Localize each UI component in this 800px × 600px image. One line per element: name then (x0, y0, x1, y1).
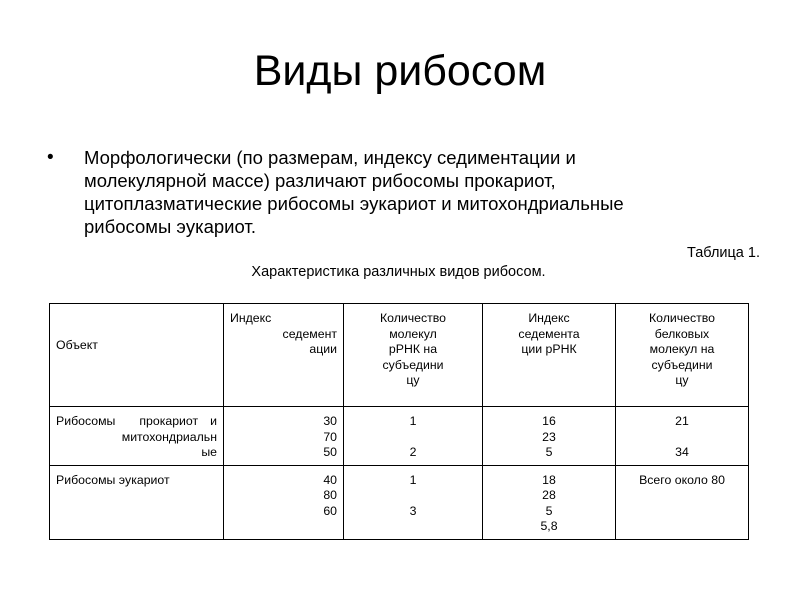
cell-line: Рибосомы прокариот и (56, 414, 217, 428)
header-cell-rrna-molecules (344, 304, 483, 407)
cell-rrna-molecules (344, 407, 483, 466)
cell-line: 40 (323, 472, 337, 487)
cell-line: 1 (409, 414, 417, 428)
header-line: Количество (648, 311, 716, 325)
header-line: Количество (379, 311, 447, 325)
cell-line: 60 (323, 503, 337, 518)
cell-object (50, 407, 224, 466)
cell-line: митохондриальн (121, 429, 217, 444)
cell-line: 3 (409, 503, 417, 518)
cell-protein-molecules (616, 465, 749, 539)
table-row (50, 407, 749, 466)
cell-line: 50 (323, 445, 337, 459)
cell-line: Всего около 80 (639, 472, 725, 487)
cell-line: Рибосомы эукариот (56, 472, 170, 487)
ribosome-characteristics-table (49, 303, 749, 540)
header-cell-protein-molecules (616, 304, 749, 407)
bullet-item-text: Морфологически (по размерам, индексу седиментации и молекулярной массе) различают рибосомы прокариот, цитоплазматические рибосомы эукариот и митохондриальные рибосомы эукариот. (84, 147, 624, 237)
page-title: Виды рибосом (253, 47, 547, 95)
cell-line: 28 (542, 488, 556, 502)
cell-line: 2 (409, 445, 417, 459)
header-line: цу (406, 373, 420, 387)
cell-line: 80 (323, 488, 337, 502)
header-line: белковых (654, 326, 710, 341)
cell-line: 5 (545, 503, 553, 518)
cell-line: 30 (323, 414, 337, 428)
cell-line-blank (350, 488, 476, 504)
header-object-label: Объект (56, 338, 98, 352)
header-line: молекул на (649, 342, 715, 356)
cell-line: 34 (675, 445, 689, 459)
table-caption: Характеристика различных видов рибосом. (251, 264, 546, 280)
table-header-row (50, 304, 749, 407)
header-line: ации (309, 342, 337, 356)
header-line: ции рРНК (521, 342, 577, 356)
header-line: седемента (518, 326, 580, 341)
header-line: Индекс (528, 311, 570, 325)
header-cell-object (50, 304, 224, 407)
cell-line: ые (201, 445, 217, 459)
cell-line: 21 (675, 414, 689, 428)
cell-rrna-sedimentation-index (483, 407, 616, 466)
cell-line-blank (350, 430, 476, 446)
cell-line: 70 (323, 429, 337, 444)
cell-line: 18 (542, 472, 556, 487)
bullet-marker-icon: • (47, 147, 54, 168)
cell-object (50, 465, 224, 539)
cell-line: 1 (409, 472, 417, 487)
table-row (50, 465, 749, 539)
cell-line: 16 (542, 414, 556, 428)
header-line: цу (675, 373, 689, 387)
header-cell-sedimentation-index (224, 304, 344, 407)
header-line: Индекс (230, 311, 272, 325)
table-number-label: Таблица 1. (687, 245, 760, 261)
header-line: рРНК на (388, 342, 438, 356)
cell-protein-molecules (616, 407, 749, 466)
header-line: субъедини (382, 357, 444, 372)
cell-line: 5 (545, 445, 553, 459)
cell-line: 5,8 (540, 519, 558, 533)
cell-line: 23 (542, 429, 556, 444)
header-line: субъедини (651, 357, 713, 372)
header-line: седемент (282, 326, 337, 341)
cell-rrna-molecules (344, 465, 483, 539)
header-cell-rrna-sedimentation-index (483, 304, 616, 407)
header-line: молекул (389, 326, 437, 341)
cell-sedimentation-index (224, 407, 344, 466)
bullet-list-item (44, 146, 692, 238)
cell-line-blank (622, 430, 742, 446)
cell-rrna-sedimentation-index (483, 465, 616, 539)
cell-sedimentation-index (224, 465, 344, 539)
body-content (44, 146, 692, 238)
